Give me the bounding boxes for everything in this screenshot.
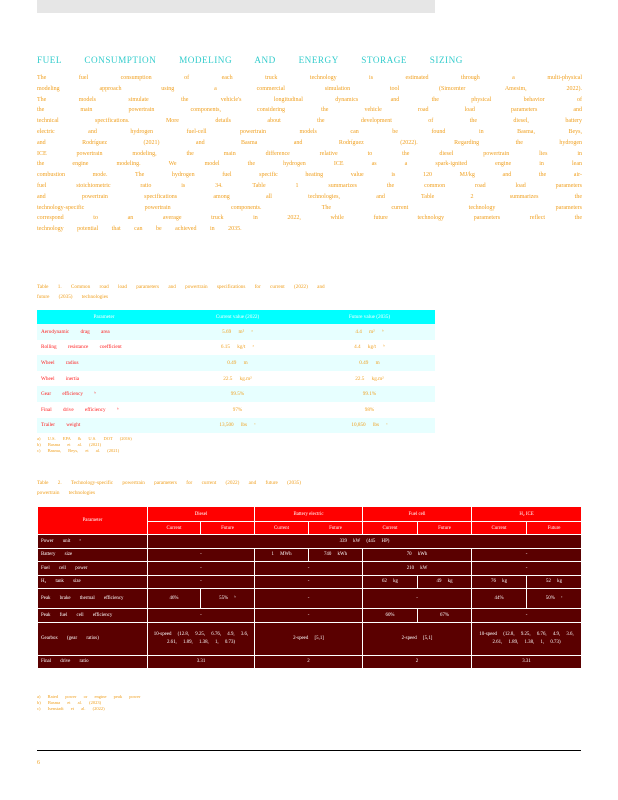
cell-bev: -: [255, 609, 363, 623]
sub-header: Current: [472, 522, 527, 535]
cell-bev-current: 1 MWh: [255, 548, 309, 562]
footnote: c) Isenstadt et al. (2022): [37, 706, 105, 712]
row-future: 98%: [304, 402, 435, 418]
table-row: [38, 609, 582, 623]
row-current: 13,500 lbs ᶜ: [171, 418, 304, 434]
cell-diesel: -: [148, 575, 255, 589]
column-header-parameter: Parameter: [38, 507, 148, 535]
cell-h2-ice: -: [472, 562, 582, 576]
sub-header: Future: [418, 522, 472, 535]
row-current: 5.69 m² ᵃ: [171, 324, 304, 340]
row-parameter: Fuel cell power: [38, 562, 148, 576]
row-future: 0.49 m: [304, 355, 435, 371]
table1: [37, 310, 435, 433]
body-paragraph: [37, 73, 582, 235]
row-parameter: Gearbox (gear ratios): [38, 622, 148, 655]
page-number: 6: [37, 760, 40, 766]
cell-fc-future: 67%: [418, 609, 472, 623]
table-row: [38, 575, 582, 589]
table-row: [38, 562, 582, 576]
caption-line: powertrain technologies: [37, 490, 95, 496]
cell-fuel-cell: -: [363, 589, 472, 609]
cell-diesel-current: 46%: [148, 589, 201, 609]
table-row: [37, 402, 435, 418]
table-row: [37, 340, 435, 356]
body-line: the main powertrain components, considering the vehicle road load parameters and: [37, 107, 582, 114]
row-current: 6.15 kg/t ᵃ: [171, 340, 304, 356]
caption-line: future (2035) technologies: [37, 294, 109, 300]
table1-header-row: [37, 310, 435, 324]
sub-header: Current: [148, 522, 201, 535]
body-line: The fuel consumption of each truck technology is estimated through a multi-physical: [37, 75, 582, 81]
header-bar: [37, 0, 435, 13]
footnote: b) Basma et al. (2023): [37, 700, 102, 706]
sub-header: Current: [363, 522, 418, 535]
row-parameter: Peak brake thermal efficiency: [38, 589, 148, 609]
table-row: [38, 589, 582, 609]
cell-h2-ice: 10-speed (12.8, 9.25, 6.76, 4.9, 3.6, 2.61, 1.89, 1.38, 1, 0.73): [472, 622, 582, 655]
row-parameter: Wheel radius: [37, 355, 171, 371]
row-future: 99.1%: [304, 386, 435, 402]
body-line: and Rodríguez (2021) and Basma and Rodríguez (2022). Regarding the hydrogen: [37, 139, 582, 146]
cell-bev: -: [255, 589, 363, 609]
cell-fuel-cell: 2: [363, 655, 472, 669]
row-parameter: Rolling resistance coefficient: [37, 340, 171, 356]
cell-fc-current: 62 kg: [363, 575, 418, 589]
row-parameter: H₂ tank size: [38, 575, 148, 589]
row-future: 4.4 kg/t ᵇ: [304, 340, 435, 356]
table2-group-row: [38, 507, 582, 522]
row-future: 10,850 lbs ᶜ: [304, 418, 435, 434]
cell-h2-current: 44%: [472, 589, 527, 609]
row-parameter: Power unit ᵃ: [38, 535, 148, 549]
cell-fc-current: 60%: [363, 609, 418, 623]
row-current: 22.5 kg.m²: [171, 371, 304, 387]
group-header-fuel-cell: Fuel cell: [363, 507, 472, 522]
table-row: [38, 548, 582, 562]
cell-fuel-cell: 70 kWh: [363, 548, 472, 562]
cell-diesel: -: [148, 562, 255, 576]
body-line: the engine modeling. We model the hydrogen ICE as a spark-ignited engine in lean: [37, 161, 582, 168]
row-current: 99.5%: [171, 386, 304, 402]
cell-diesel: -: [148, 548, 255, 562]
footnote: a) U.S. EPA & U.S. DOT (2016): [37, 436, 132, 441]
table-row: [37, 355, 435, 371]
sub-header: Future: [527, 522, 582, 535]
table2: [37, 506, 582, 669]
body-line: technical specifications. More details about the development of the diesel, battery: [37, 118, 582, 125]
row-parameter: Battery size: [38, 548, 148, 562]
row-future: 4.4 m² ᵇ: [304, 324, 435, 340]
cell-fuel-cell: 2-speed [5,1]: [363, 622, 472, 655]
cell-bev-future: 740 kWh: [309, 548, 363, 562]
cell-h2-future: 50% ᶜ: [527, 589, 582, 609]
table-row: [37, 324, 435, 340]
footnote: c) Basma, Beys, et al. (2021): [37, 448, 120, 454]
row-parameter: Gear efficiency ᵇ: [37, 386, 171, 402]
table-row: [38, 535, 582, 549]
cell-h2-ice: 3.31: [472, 655, 582, 669]
cell-all: 339 kW (445 HP): [148, 535, 582, 549]
row-future: 22.5 kg.m²: [304, 371, 435, 387]
cell-bev: 2: [255, 655, 363, 669]
table-row: [38, 655, 582, 669]
body-line: technology potential that can be achieved in 2035.: [37, 226, 242, 233]
group-header-h2-ice: H₂ ICE: [472, 507, 582, 522]
body-line: The models simulate the vehicle's longitudinal dynamics and the physical behavior of: [37, 96, 582, 103]
row-current: 0.49 m: [171, 355, 304, 371]
sub-header: Current: [255, 522, 309, 535]
table1-caption: [37, 282, 582, 302]
body-line: and powertrain specifications among all technologies, and Table 2 summarizes the: [37, 193, 582, 200]
body-line: fuel stoichiometric ratio is 34. Table 1 summarizes the common road load parameters: [37, 182, 582, 189]
cell-diesel-future: 55% ᵇ: [201, 589, 255, 609]
row-parameter: Trailer weight: [37, 418, 171, 434]
group-header-diesel: Diesel: [148, 507, 255, 522]
body-line: technology-specific powertrain components. The current technology parameters: [37, 204, 582, 211]
cell-h2-future: 52 kg: [527, 575, 582, 589]
table2-caption: [37, 478, 582, 498]
caption-line: Table 2. Technology-specific powertrain parameters for current (2022) and future (2035): [37, 480, 301, 486]
footer-rule: [37, 750, 581, 751]
row-parameter: Final drive ratio: [38, 655, 148, 669]
body-line: electric and hydrogen fuel-cell powertrain models can be found in Basma, Beys,: [37, 128, 582, 135]
row-parameter: Wheel inertia: [37, 371, 171, 387]
table1-footnotes: [37, 436, 337, 455]
sub-header: Future: [201, 522, 255, 535]
table-row: [37, 418, 435, 434]
table2-footnotes: [37, 694, 337, 713]
section-title: FUEL CONSUMPTION MODELING AND ENERGY STORAGE SIZING: [37, 55, 463, 65]
row-parameter: Peak fuel cell efficiency: [38, 609, 148, 623]
cell-bev: -: [255, 575, 363, 589]
table-row: [37, 386, 435, 402]
table-row: [37, 371, 435, 387]
cell-h2-current: 76 kg: [472, 575, 527, 589]
sub-header: Future: [309, 522, 363, 535]
column-header: Current value (2022): [171, 310, 304, 324]
footnote: b) Basma et al. (2021): [37, 442, 102, 448]
group-header-battery-electric: Battery electric: [255, 507, 363, 522]
cell-h2-ice: -: [472, 609, 582, 623]
footnote: a) Rated power or engine peak power: [37, 694, 141, 699]
body-line: correspond to an average truck in 2022, while future technology parameters reflect the: [37, 215, 582, 222]
cell-bev: 2-speed [5,1]: [255, 622, 363, 655]
cell-h2-ice: -: [472, 548, 582, 562]
cell-fuel-cell: 210 kW: [363, 562, 472, 576]
body-line: modeling approach using a commercial simulation tool (Simcenter Amesim, 2022).: [37, 85, 582, 92]
row-current: 97%: [171, 402, 304, 418]
cell-diesel: 3.31: [148, 655, 255, 669]
table-row: [38, 622, 582, 655]
cell-fc-future: 49 kg: [418, 575, 472, 589]
column-header: Parameter: [37, 310, 171, 324]
column-header: Future value (2035): [304, 310, 435, 324]
row-parameter: Aerodynamic drag area: [37, 324, 171, 340]
body-line: combustion mode. The hydrogen fuel specific heating value is 120 MJ/kg and the air-: [37, 172, 582, 179]
cell-diesel: 10-speed (12.8, 9.25, 6.76, 4.9, 3.6, 2.61, 1.89, 1.38, 1, 0.73): [148, 622, 255, 655]
cell-bev: -: [255, 562, 363, 576]
cell-diesel: -: [148, 609, 255, 623]
body-line: ICE powertrain modeling, the main difference relative to the diesel powertrain lies in: [37, 150, 582, 157]
caption-line: Table 1. Common road load parameters and powertrain specifications for current (2022) and: [37, 284, 325, 290]
row-parameter: Final drive efficiency ᵇ: [37, 402, 171, 418]
